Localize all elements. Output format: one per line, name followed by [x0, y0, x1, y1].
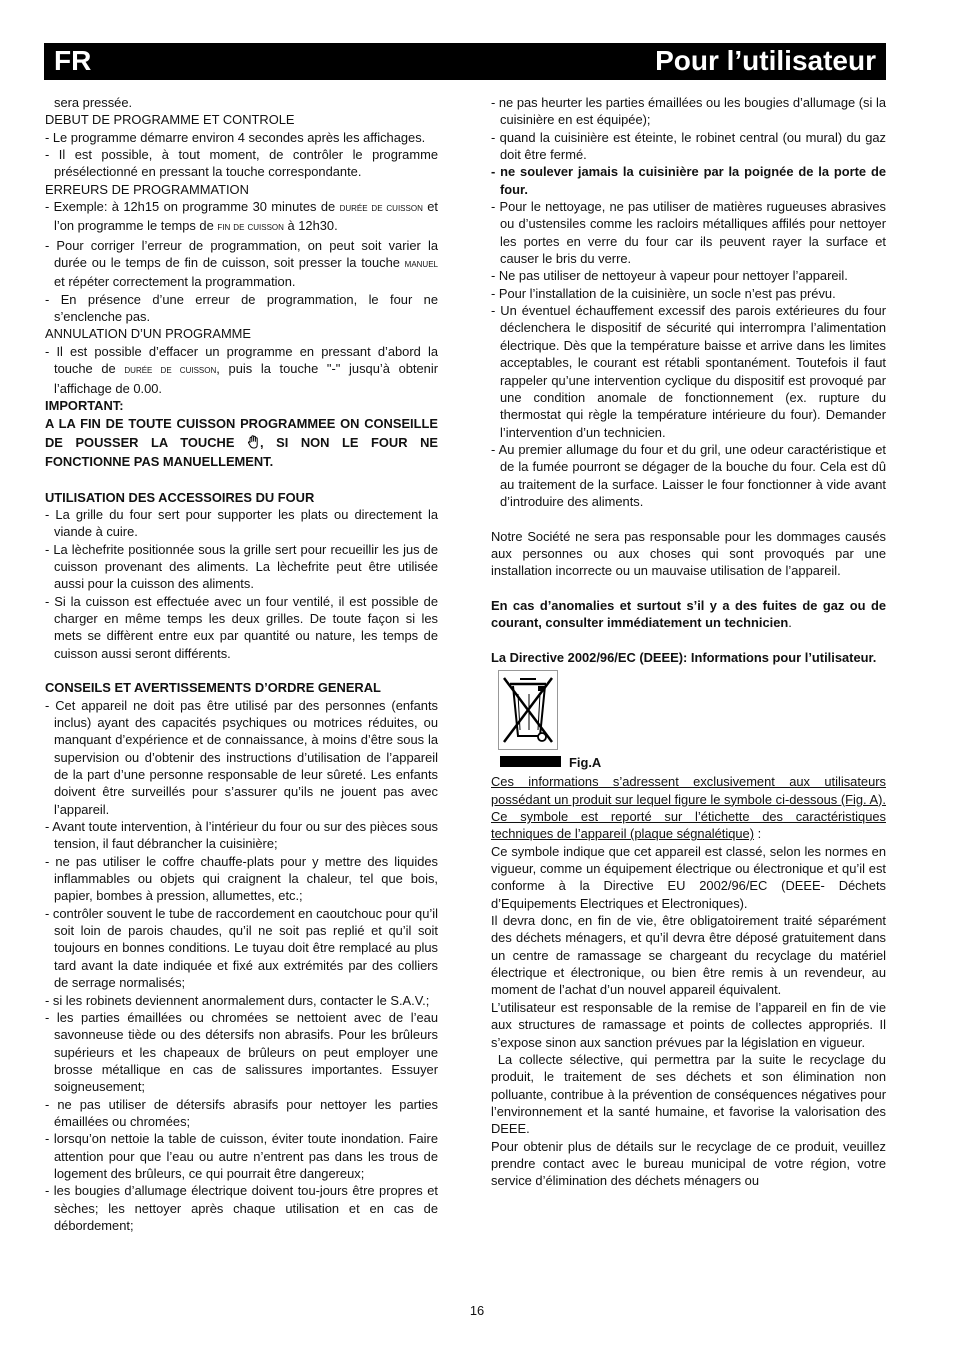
list-item: - Si la cuisson est effectuée avec un four ventilé, il est possible de charger en même temps les deux grilles. De toute façon si les mets se diffèrent entre eux par quantité ou nature, les temps de cuisson aussi seront différents.	[45, 593, 438, 661]
list-item: - Un éventuel échauffement excessif des parois extérieures du four déclenchera le dispositif de sécurité qui interrompra l’alimentation électrique. Dès que la température baisse et arrive dans les limites acceptables, le courant est rétabli spontanément. Toutefois il faut rappeler qu’une intervention cyclique du dispositif est provoqué par une condition anomale de fonctionnement (ex. rupture du thermostat qui règle la température intérieure du four). Demander l’intervention d’un technicien.	[491, 303, 886, 440]
list-item: - ne pas utiliser le coffre chauffe-plats pour y mettre des liquides inflammables ou objets qui craignent la chaleur, tel que bois, papier, bombes à pression, allumettes, etc.;	[45, 853, 438, 904]
paragraph	[491, 597, 886, 632]
list-item: - quand la cuisinière est éteinte, le robinet central (ou mural) du gaz doit être fermé.	[491, 129, 886, 163]
list-item: - Le programme démarre environ 4 secondes après les affichages.	[45, 129, 426, 145]
text: - Pour corriger l’erreur de programmation, on peut soit varier la durée ou le temps de fin de cuisson, soit presser la touche	[45, 237, 438, 271]
text: - Exemple: à 12h15 on programme 30 minutes de	[45, 199, 340, 215]
left-column	[45, 94, 438, 1234]
list-item: - Pour le nettoyage, ne pas utiliser de matières rugueuses abrasives ou d’ustensiles comme les racloirs métalliques affilés pour nettoyer les portes en verre du four car ils peuvent rayer la surface et causer le bris du verre.	[491, 199, 886, 267]
section-heading: ANNULATION D’UN PROGRAMME	[45, 326, 252, 342]
key-label: durée de cuisson	[124, 364, 217, 377]
paragraph	[491, 773, 886, 842]
list-item: - Au premier allumage du four et du gril, une odeur caractéristique et de la fumée pourront se dégager de la bouche du four. Cela est dû au traitement de la surface. Laisser le four fonctionner à vide avant d’introduire des aliments.	[491, 441, 886, 509]
text: :	[754, 826, 762, 842]
list-item	[45, 198, 438, 237]
list-item: - ne pas utiliser de détersifs abrasifs pour nettoyer les parties émaillées ou chromées;	[45, 1096, 438, 1129]
key-label: manuel	[404, 258, 438, 271]
list-item: - si les robinets deviennent anormalement durs, contacter le S.A.V.;	[45, 992, 430, 1008]
directive-heading: La Directive 2002/96/EC (DEEE): Informations pour l’utilisateur.	[491, 650, 877, 665]
underlined-text: Ces informations s’adressent exclusivement aux utilisateurs possédant un produit sur lequel figure le symbole ci-dessous (Fig. A). Ce symbole est reporté sur l’étichette des caractéristiques techniques de l’appareil (plaque ségnalétique)	[491, 774, 886, 842]
list-item: - les parties émaillées ou chromées se nettoient avec de l’eau savonneuse tiède ou des détersifs non abrasifs. Pour les brûleurs supérieurs et les chapeaux de brûleurs on peut employer une brosse métallique en cas de salissures importantes. Essuyer soigneusement;	[45, 1009, 438, 1095]
text: et répéter correctement la programmation.	[54, 274, 296, 290]
figure-label: Fig.A	[569, 755, 602, 771]
page-title: Pour l’utilisateur	[655, 45, 876, 76]
list-item	[45, 343, 438, 397]
important-notice	[45, 414, 438, 471]
list-item: - ne pas heurter les parties émaillées ou les bougies d’allumage (si la cuisinière en est équipée);	[491, 95, 886, 128]
paragraph: L’utilisateur est responsable de la remise de l’appareil en fin de vie aux structures de ramassage et points de collectes appropriés. Il s’expose sinon aux sanction prévues par la législation en vigueur.	[491, 999, 886, 1050]
weee-crossed-bin-icon	[498, 670, 558, 750]
list-item: - Avant toute intervention, à l’intérieur du four ou sur des pièces sous tension, il faut débrancher la cuisinière;	[45, 819, 438, 852]
figure-caption-row	[491, 754, 886, 773]
paragraph: sera pressée.	[54, 95, 133, 110]
list-item	[45, 237, 438, 291]
language-code: FR	[54, 45, 92, 76]
paragraph: La collecte sélective, qui permettra par la suite le recyclage du produit, le traitement de ses déchets et son élimination non polluante, contribue à la prévention de conséquences négatives pour l’environnement et la santé humaine, et favorise la valorisation des DEEE.	[491, 1051, 890, 1137]
page-number: 16	[469, 1303, 485, 1318]
text: .	[788, 615, 792, 631]
list-item: - La grille du four sert pour supporter les plats ou directement la viande à cuire.	[45, 506, 438, 540]
page-header	[44, 43, 886, 80]
list-item: - La lèchefrite positionnée sous la grille sert pour recueillir les jus de cuisson provenant des aliments. La lèchefrite peut être utilisée aussi pour la cuisson des aliments.	[45, 541, 438, 592]
section-heading: ERREURS DE PROGRAMMATION	[45, 181, 249, 197]
paragraph: Pour obtenir plus de détails sur le recyclage de ce produit, veuillez prendre contact avec le bureau municipal de votre région, votre service d’élimination des déchets ménagers ou	[491, 1138, 886, 1189]
list-item: - Ne pas utiliser de nettoyeur à vapeur pour nettoyer l’appareil.	[491, 268, 848, 284]
text: - Il est possible d’effacer un programme en pressant d’abord la touche de	[45, 343, 438, 377]
right-column	[491, 94, 890, 1190]
text: , puis la touche "-" jusqu’à obtenir l’affichage de 0.00.	[54, 361, 438, 396]
key-label: durée de cuisson	[339, 202, 423, 215]
key-label: fin de cuisson	[217, 221, 284, 234]
text: , SI NON LE FOUR NE FONCTIONNE PAS MANUELLEMENT.	[45, 435, 438, 470]
list-item: - contrôler souvent le tube de raccordement en caoutchouc pour qu’il soit loin de parois chaudes, qu’il ne soit pas replié et qu’il soit toujours en bonnes conditions. Le tuyau doit être remplacé au plus tard avant la date indiquée et fixé aux extrémités par des colliers de serrage normalisés;	[45, 905, 438, 991]
paragraph: Ce symbole indique que cet appareil est classé, selon les normes en vigueur, comme un équipement électrique ou électronique et qu’il est conforme à la Directive EU 2002/96/EC (DEEE- Déchets d’Equipements Electriques et Electroniques).	[491, 843, 886, 911]
list-item: - En présence d’une erreur de programmation, le four ne s’enclenche pas.	[45, 291, 438, 325]
section-heading: CONSEILS ET AVERTISSEMENTS D’ORDRE GENERAL	[45, 680, 381, 696]
important-label: IMPORTANT:	[45, 397, 124, 413]
text: A LA FIN DE TOUTE CUISSON PROGRAMMEE ON CONSEILLE DE POUSSER LA TOUCHE	[45, 416, 438, 451]
text: En cas d’anomalies et surtout s’il y a des fuites de gaz ou de courant, consulter immédiatement un technicien	[491, 597, 886, 631]
paragraph: Notre Société ne sera pas responsable pour les dommages causés aux personnes ou aux choses qui sont provoqués par une installation incorrecte ou un mauvaise utilisation de l’appareil.	[491, 528, 886, 579]
black-bar	[500, 756, 561, 767]
text: à 12h30.	[283, 218, 338, 234]
manual-hand-icon	[247, 435, 260, 449]
section-heading: DEBUT DE PROGRAMME ET CONTROLE	[45, 112, 295, 128]
list-item: - Pour l’installation de la cuisinière, un socle n’est pas prévu.	[491, 285, 836, 301]
paragraph: Il devra donc, en fin de vie, être obligatoirement traité séparément des déchets ménagers, et qu’il devra être déposé gratuitement dans un centre de ramassage se chargeant du recyclage du matériel électrique et électronique, ou bien être remis à un revendeur, au moment de l’achat d’un nouvel appareil équivalent.	[491, 913, 886, 998]
list-item: - les bougies d’allumage électrique doivent tou-jours être propres et sèches; les nettoyer après chaque utilisation et en cas de débordement;	[45, 1183, 438, 1233]
list-item: - Cet appareil ne doit pas être utilisé par des personnes (enfants inclus) ayant des capacités psychiques ou motrices réduites, ou manquant d’expérience et de connaissance, à moins d’être sous la supervision ou d’obtenir des instructions d’utilisation de l’appareil de la part d’une personne responsable de leur sûreté. Les enfants doivent être surveillés pour s’assurer qu’ils ne jouent pas avec l’appareil.	[45, 697, 438, 817]
text: et l’on programme le temps de	[54, 199, 438, 234]
warning-item: - ne soulever jamais la cuisinière par la poignée de la porte de four.	[491, 164, 886, 197]
section-heading: UTILISATION DES ACCESSOIRES DU FOUR	[45, 489, 315, 505]
list-item: - lorsqu’on nettoie la table de cuisson, éviter toute inondation. Faire attention pour que l’eau ou autre n’entrent pas dans les trous de logement des brûleurs, ce qui pourrait être dangereux;	[45, 1131, 438, 1181]
list-item: - Il est possible, à tout moment, de contrôler le programme présélectionné en pressant la touche correspondante.	[45, 147, 438, 180]
